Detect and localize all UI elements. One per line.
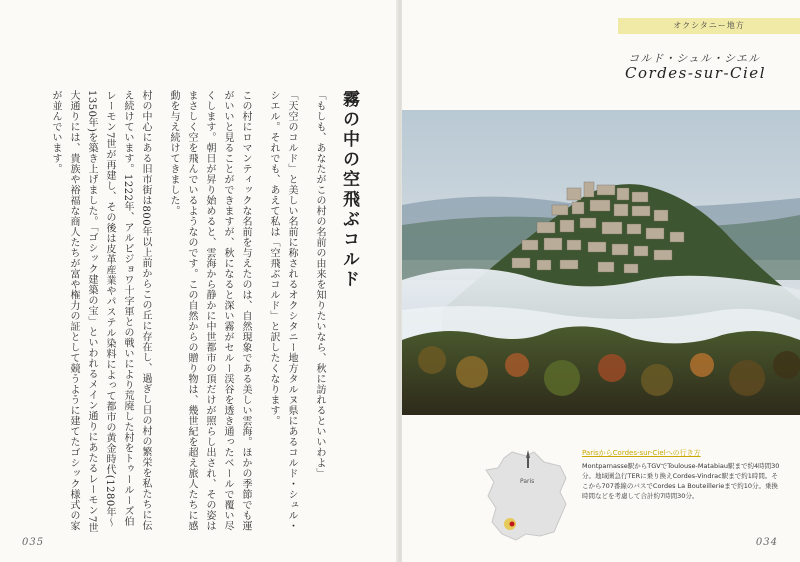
paragraph-2: 「天空のコルド」と美しい名前に称されるオクシタニー地方タルヌ県にあるコルド・シュル・シエル。それでも、あえて私は「空飛ぶコルド」と訳したくなります。 [268,90,297,531]
access-info [582,448,782,501]
right-page [402,0,800,562]
page-number-right: 034 [755,537,778,548]
latin-title: Cordes-sur-Ciel [625,64,766,82]
access-info-title: ParisからCordes-sur-Cielへの行き方 [582,449,701,457]
page-number-left: 035 [22,537,45,548]
access-info-text: Montparnasse駅からTGVでToulouse-Matabiau駅まで約4時間30分。地域圏急行TERに乗り換えCordes-Vindrac駅まで約1時間。そこから707番線のバスでCordes La Bouteillerieまで約10分。乗換時間などを考慮して合計約7時間30分。 [582,462,780,500]
region-banner: オクシタニー地方 [618,18,800,34]
paragraph-1: 「もしも、あなたがこの村の名前の由来を知りたいなら、秋に訪れるといいわよ」 [314,90,325,479]
article-heading: 霧の中の空飛ぶコルド [339,90,359,290]
left-page [0,0,398,562]
article-body [28,90,328,535]
paragraph-4: 村の中心にある旧市街は800年以上前からこの丘に存在し、過ぎし日の村の繁栄を私たちに伝え続けています。1222年、アルビジョワ十字軍との戦いにより荒廃した村をトゥールーズ伯レーモン7世が再建し、その後は皮革産業やパステル染料によって都市の黄金時代(1280年〜1350年)を築き上げました。「ゴシック建築の宝」といわれるメイン通りにあたるレーモン7世大通りには、貴族や裕福な商人たちが富や権力の証として競うように建てたゴシック様式の家が並んでいます。 [50,90,151,534]
paragraph-3: この村にロマンティックな名前を与えたのは、自然現象である美しい雲海。ほかの季節でも運がいいと見ることができますが、秋になると深い霧がセルー渓谷を透き通ったベールで覆い尽くします。朝日が昇り始めると、雲海から静かに中世都市の頂だけが照らし出され、その姿はまさしく空を飛んでいるようなのです。この自然からの贈り物は、幾世紀を超え旅人たちに感動を与え続けてきました。 [168,90,251,531]
map-label-paris: Paris [520,478,535,485]
cordes-photo [402,110,800,415]
kana-title: コルド・シュル・シエル [628,52,760,65]
france-map [482,448,574,544]
